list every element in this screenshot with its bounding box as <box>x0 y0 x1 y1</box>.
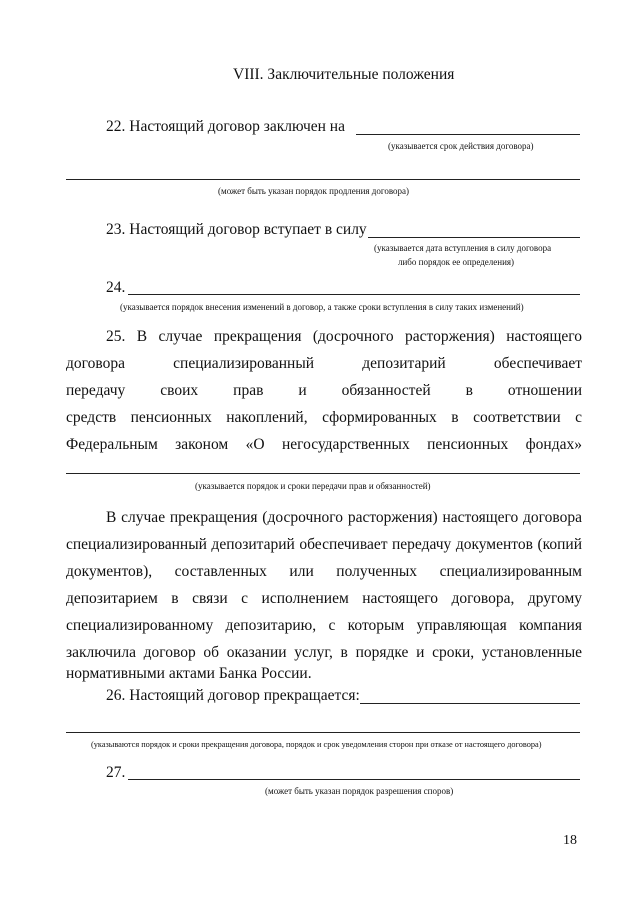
section-title: VIII. Заключительные положения <box>233 66 455 83</box>
item-27-hint: (может быть указан порядок разрешения споров) <box>265 786 454 796</box>
para-2-line-3: документов), составленных или полученных специализированным <box>66 563 582 580</box>
item-24-blank-line <box>128 294 580 295</box>
item-27-blank-line <box>128 779 580 780</box>
item-26-continuation-line <box>66 732 580 733</box>
item-25-line-5: Федеральным законом «О негосударственных пенсионных фондах» <box>66 436 582 453</box>
item-26-hint: (указываются порядок и сроки прекращения договора, порядок и срок уведомления сторон при отказе от настоящего договора) <box>91 740 542 749</box>
item-25-line-2: договора специализированный депозитарий обеспечивает <box>66 355 582 372</box>
item-22-hint: (указывается срок действия договора) <box>388 141 534 151</box>
item-26-blank-line <box>360 703 580 704</box>
para-2-line-2: специализированный депозитарий обеспечивает передачу документов (копий <box>66 536 582 553</box>
item-22-label: 22. Настоящий договор заключен на <box>106 118 345 135</box>
item-22-continuation-line <box>66 179 580 180</box>
item-22-hint-extension: (может быть указан порядок продления договора) <box>218 186 410 196</box>
item-23-hint-line1: (указывается дата вступления в силу договора <box>374 243 552 253</box>
item-27-label: 27. <box>106 764 126 781</box>
item-25-blank-line <box>66 473 580 474</box>
item-26-label: 26. Настоящий договор прекращается: <box>106 687 360 704</box>
para-2-line-7: нормативными актами Банка России. <box>66 665 312 682</box>
item-25-line-1: 25. В случае прекращения (досрочного расторжения) настоящего <box>106 328 582 345</box>
para-2-line-1: В случае прекращения (досрочного расторжения) настоящего договора <box>106 509 582 526</box>
page-number: 18 <box>563 833 577 848</box>
item-22-blank-line <box>356 134 580 135</box>
item-23-label: 23. Настоящий договор вступает в силу <box>106 221 367 238</box>
item-25-line-3: передачу своих прав и обязанностей в отношении <box>66 382 582 399</box>
item-23-hint-line2: либо порядок ее определения) <box>398 257 515 267</box>
item-25-line-4: средств пенсионных накоплений, сформированных в соответствии с <box>66 409 582 426</box>
para-2-line-6: заключила договор об оказании услуг, в порядке и сроки, установленные <box>66 644 582 661</box>
item-24-hint: (указывается порядок внесения изменений в договор, а также сроки вступления в силу таких изменений) <box>120 302 524 312</box>
item-25-hint: (указывается порядок и сроки передачи прав и обязанностей) <box>195 481 431 491</box>
item-23-blank-line <box>368 237 580 238</box>
para-2-line-4: депозитарием в связи с исполнением настоящего договора, другому <box>66 590 582 607</box>
item-24-label: 24. <box>106 279 126 296</box>
para-2-line-5: специализированному депозитарию, с которым управляющая компания <box>66 617 582 634</box>
